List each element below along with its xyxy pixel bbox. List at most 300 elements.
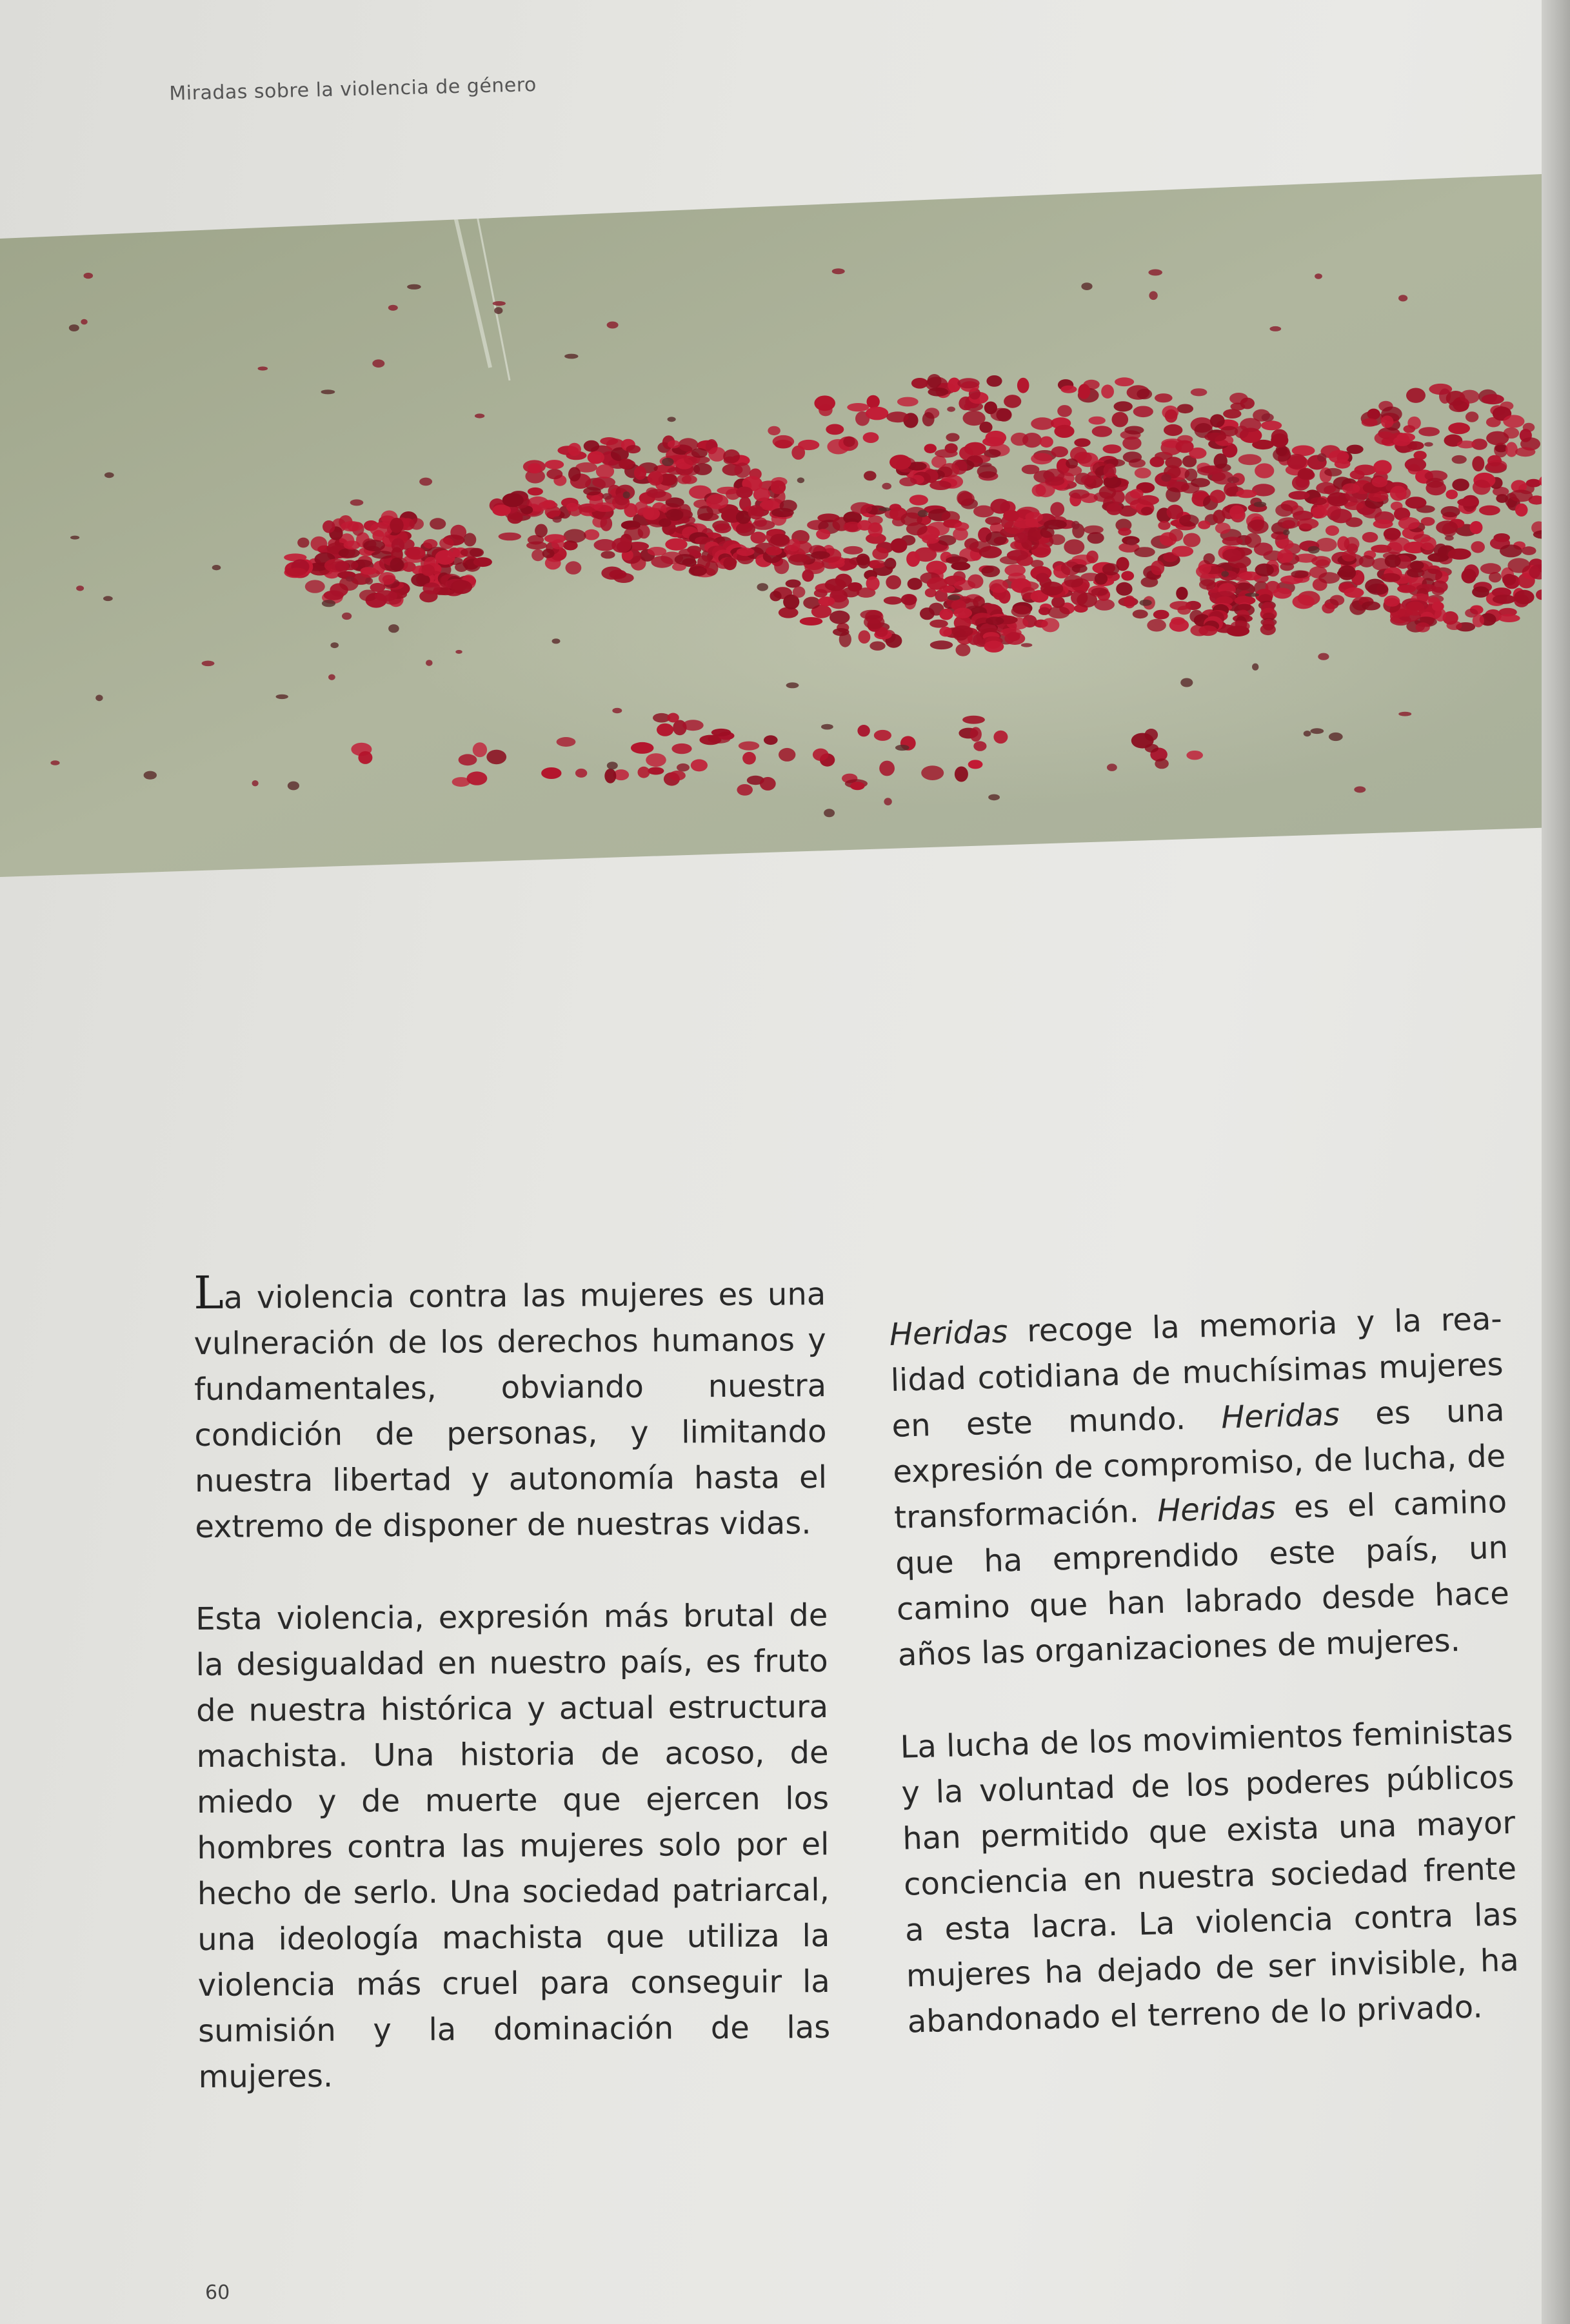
petal xyxy=(814,589,828,598)
petal xyxy=(1385,555,1401,568)
petal xyxy=(1472,456,1484,471)
petal xyxy=(1406,602,1424,616)
petal xyxy=(1350,470,1365,479)
petal xyxy=(1069,489,1089,499)
petal xyxy=(1169,601,1191,610)
petal-scattered xyxy=(1308,546,1320,554)
petal xyxy=(693,463,712,475)
petal xyxy=(1324,468,1342,477)
petal xyxy=(1509,489,1533,502)
petal xyxy=(1367,409,1380,420)
petal xyxy=(750,532,766,544)
petal-scattered xyxy=(276,694,288,699)
petal-scattered xyxy=(553,517,562,523)
petal xyxy=(1041,618,1059,632)
petal-scattered xyxy=(144,771,157,780)
petal-scattered xyxy=(1283,529,1289,535)
petal xyxy=(1293,511,1313,520)
petal xyxy=(535,524,548,538)
petal xyxy=(843,437,855,447)
petal xyxy=(1004,632,1025,645)
title-heridas-3: Heridas xyxy=(1157,1490,1277,1530)
petal xyxy=(542,549,555,558)
petal xyxy=(886,575,901,589)
petal xyxy=(305,580,325,593)
petal xyxy=(1022,465,1040,475)
petal xyxy=(634,466,646,480)
petal xyxy=(1179,515,1199,527)
paragraph-feminist-movement: La lucha de los movimientos feministas y la voluntad de los poderes públicos han permitido que exista una mayor conciencia en nuestra sociedad frente a esta lacra. La violencia contra las mujeres ha dejado de ser invisible, ha abandonado el terreno de lo privado. xyxy=(899,1713,1520,2040)
petal xyxy=(1115,377,1134,386)
petal-scattered xyxy=(1245,593,1259,596)
petal xyxy=(422,582,441,595)
paragraph-heridas xyxy=(889,1296,1511,1679)
petal xyxy=(566,503,579,512)
petal xyxy=(667,713,679,723)
petal xyxy=(1375,431,1396,445)
petal xyxy=(760,777,776,791)
heridas-text-1: recoge la memoria y la realidad cotidiana de muchísimas mujeres en este mundo. xyxy=(890,1301,1504,1444)
petal xyxy=(631,742,654,754)
petal xyxy=(651,556,673,568)
petal xyxy=(1091,587,1108,595)
petal xyxy=(1048,606,1070,618)
petal-scattered xyxy=(1424,442,1433,447)
petal xyxy=(866,576,880,591)
petal xyxy=(1441,506,1460,517)
petal xyxy=(646,753,666,767)
petal-scattered xyxy=(365,578,373,585)
petal xyxy=(1291,570,1308,578)
petal-scattered xyxy=(564,354,578,359)
petal xyxy=(541,767,561,779)
petal xyxy=(1104,464,1117,478)
petal xyxy=(951,562,970,570)
petal-scattered xyxy=(95,694,103,701)
petal xyxy=(1134,547,1155,557)
petal xyxy=(1245,533,1262,548)
petal-scattered xyxy=(202,661,215,667)
petal xyxy=(1310,497,1327,505)
petal-scattered xyxy=(602,493,612,500)
petal-scattered xyxy=(350,499,364,506)
petal xyxy=(1277,539,1294,549)
petal xyxy=(1169,529,1183,542)
petal xyxy=(638,767,650,778)
petal xyxy=(736,487,753,498)
petal-scattered xyxy=(76,586,84,591)
petal-scattered xyxy=(70,536,79,540)
petal xyxy=(826,424,844,435)
petal xyxy=(1166,487,1180,502)
petal xyxy=(1133,609,1148,618)
petal xyxy=(889,455,911,469)
petal xyxy=(1112,412,1129,428)
petal xyxy=(1404,425,1416,433)
petal xyxy=(771,480,786,495)
petal xyxy=(1384,595,1400,606)
petal xyxy=(665,538,687,551)
petal xyxy=(901,594,917,606)
petal xyxy=(1486,460,1507,472)
petal xyxy=(1502,574,1516,586)
petal xyxy=(670,771,686,780)
petal-scattered xyxy=(322,600,335,607)
petal-scattered xyxy=(84,273,94,279)
paragraph-intro-text: a violencia contra las mujeres es una vulneración de los derechos humanos y fundamentales, obviando nuestra condición de personas, y limitando nuestra libertad y autonomía hasta el extremo de disponer de nuestras vidas. xyxy=(194,1276,828,1545)
petal-scattered xyxy=(1071,521,1080,529)
petal xyxy=(596,464,614,478)
petal-scattered xyxy=(552,638,561,644)
petal xyxy=(927,577,948,589)
petal xyxy=(1004,395,1021,408)
petal xyxy=(939,627,951,637)
petal xyxy=(984,641,1004,653)
petal xyxy=(1473,480,1491,495)
petal xyxy=(1222,549,1242,562)
petal-scattered xyxy=(212,565,221,570)
petal xyxy=(770,534,790,546)
petal xyxy=(798,440,819,450)
petal xyxy=(1155,393,1173,402)
petal xyxy=(528,487,543,496)
petal xyxy=(1498,614,1520,622)
petal xyxy=(996,408,1011,422)
petal-scattered xyxy=(1310,728,1324,734)
petal xyxy=(1124,595,1135,608)
petal xyxy=(982,437,1004,447)
petal-scattered xyxy=(1445,535,1454,540)
petal xyxy=(1040,437,1053,448)
title-heridas-1: Heridas xyxy=(889,1314,1009,1353)
petal xyxy=(1427,553,1449,562)
petal xyxy=(1347,445,1364,454)
petal xyxy=(1151,560,1164,575)
petal xyxy=(691,448,708,458)
petal xyxy=(986,375,1002,387)
petal xyxy=(737,784,753,796)
petal xyxy=(962,716,985,724)
petal-scattered xyxy=(1021,643,1033,647)
petal xyxy=(1473,614,1484,627)
petal xyxy=(825,578,846,591)
petal xyxy=(1322,603,1335,614)
petal xyxy=(816,529,830,539)
petal xyxy=(406,547,426,560)
petal xyxy=(323,520,335,533)
petal xyxy=(341,521,363,531)
petal xyxy=(813,749,829,761)
petal xyxy=(1183,533,1200,547)
petal xyxy=(981,566,1000,577)
petal xyxy=(1344,587,1364,598)
text-column-left xyxy=(193,1266,831,2147)
petal xyxy=(473,557,492,567)
petal xyxy=(1137,389,1152,399)
petal xyxy=(1462,569,1476,584)
petal xyxy=(1133,406,1153,418)
petal xyxy=(358,751,372,764)
petal xyxy=(361,567,377,575)
petal xyxy=(568,443,581,456)
petal xyxy=(421,564,435,576)
petal-scattered xyxy=(1398,295,1407,301)
page-number: 60 xyxy=(205,2281,230,2304)
petal xyxy=(993,731,1008,743)
petal-scattered xyxy=(1227,477,1240,483)
petal xyxy=(911,378,928,389)
petal xyxy=(922,412,935,426)
petal xyxy=(675,554,695,565)
petal xyxy=(1078,384,1090,399)
petal xyxy=(1171,617,1185,625)
petal xyxy=(657,724,673,736)
petal xyxy=(473,742,487,757)
petal xyxy=(1255,463,1274,478)
petal xyxy=(1153,610,1169,620)
petal xyxy=(1051,596,1065,608)
petal xyxy=(1050,502,1064,517)
petal xyxy=(708,447,726,462)
petal xyxy=(986,616,1004,625)
petal xyxy=(1220,426,1238,437)
petal xyxy=(1493,595,1516,604)
petal-scattered xyxy=(1081,282,1092,290)
petal xyxy=(1101,384,1114,399)
petal xyxy=(964,442,986,456)
petal-scattered xyxy=(607,322,619,329)
petal xyxy=(1452,478,1469,491)
petal xyxy=(1280,562,1294,571)
petal xyxy=(788,554,811,566)
petal-scattered xyxy=(1149,291,1157,300)
petal xyxy=(1344,537,1360,551)
petal xyxy=(455,562,468,572)
petal xyxy=(1255,564,1274,576)
petal xyxy=(375,590,398,601)
petal xyxy=(899,477,917,486)
petal xyxy=(671,743,691,754)
petal xyxy=(868,522,883,537)
petal xyxy=(768,426,780,435)
petal xyxy=(1384,528,1401,540)
petal xyxy=(1330,509,1352,523)
petal xyxy=(1397,585,1416,593)
petal xyxy=(1275,504,1293,517)
petal xyxy=(1054,425,1074,438)
petal xyxy=(850,782,865,790)
petal xyxy=(575,769,587,778)
petal xyxy=(1061,386,1077,393)
petal xyxy=(372,551,393,559)
petal xyxy=(973,741,986,751)
petal xyxy=(564,529,586,542)
petal xyxy=(884,596,902,605)
petal xyxy=(879,761,895,776)
petal xyxy=(874,730,891,741)
petal xyxy=(848,582,862,592)
petal xyxy=(1514,590,1534,604)
petal xyxy=(1172,546,1193,557)
petal xyxy=(1372,477,1388,487)
petal-scattered xyxy=(884,560,896,567)
petal-scattered xyxy=(918,510,928,517)
petal xyxy=(1338,566,1356,580)
petal xyxy=(819,596,835,606)
petal xyxy=(311,537,328,551)
petal xyxy=(1329,450,1349,463)
petal xyxy=(830,611,850,624)
petal xyxy=(1147,619,1166,632)
petal-scattered xyxy=(786,682,799,688)
petal xyxy=(957,378,979,388)
petal-scattered xyxy=(797,477,804,483)
petal xyxy=(486,750,506,765)
petal-scattered xyxy=(1269,326,1281,331)
petal-scattered xyxy=(1304,731,1311,736)
petal xyxy=(1204,553,1215,564)
petal xyxy=(1031,417,1054,430)
petal xyxy=(1064,539,1084,555)
petal-scattered xyxy=(455,650,462,654)
petal-scattered xyxy=(1107,763,1117,771)
petal xyxy=(1416,622,1430,632)
petal-scattered xyxy=(668,417,676,422)
petal xyxy=(1470,521,1483,534)
petal xyxy=(467,771,488,785)
petal-scattered xyxy=(1254,502,1266,507)
petal xyxy=(1213,509,1225,524)
petal xyxy=(1066,458,1078,469)
petal xyxy=(955,767,968,782)
petal xyxy=(528,463,542,473)
petal xyxy=(1141,507,1153,515)
petal xyxy=(1189,610,1203,623)
petal-scattered xyxy=(882,483,891,489)
petal xyxy=(1130,489,1144,498)
petal xyxy=(1247,520,1269,534)
petal-scattered xyxy=(103,596,113,601)
petal xyxy=(1362,602,1380,611)
petal xyxy=(814,395,835,411)
petal xyxy=(584,440,599,452)
petal xyxy=(706,494,729,509)
petal xyxy=(1342,550,1356,561)
petal xyxy=(545,460,564,469)
petal xyxy=(390,558,404,571)
petal xyxy=(1371,545,1392,553)
petal xyxy=(1215,523,1231,534)
petal xyxy=(1480,563,1501,574)
petal xyxy=(648,767,664,775)
petal xyxy=(1106,503,1122,515)
petal xyxy=(1031,453,1052,464)
petal xyxy=(611,538,631,553)
petal xyxy=(753,487,770,501)
petal xyxy=(668,440,681,449)
petal xyxy=(1526,479,1542,487)
petal xyxy=(583,487,601,495)
petal xyxy=(1176,587,1187,600)
petal xyxy=(1185,469,1198,482)
petal xyxy=(1164,424,1182,436)
petal xyxy=(930,640,953,649)
petal-scattered xyxy=(824,809,835,817)
petal xyxy=(1008,573,1026,583)
petal xyxy=(859,630,871,644)
petal xyxy=(1311,556,1331,566)
petal-scattered xyxy=(1317,453,1326,462)
petal xyxy=(860,610,882,620)
petal-scattered xyxy=(1262,413,1274,422)
petal xyxy=(626,445,641,453)
heridas-text-3: es el camino que ha emprendido este país, un camino que han labrado desde hace años las organizaciones de mujeres. xyxy=(895,1484,1510,1673)
petal xyxy=(1486,431,1509,446)
petal xyxy=(1448,549,1471,560)
petal xyxy=(1449,400,1469,412)
petal xyxy=(953,527,968,540)
petal xyxy=(1149,457,1164,468)
petal xyxy=(833,628,850,636)
petal xyxy=(1197,466,1218,475)
petal xyxy=(1500,544,1522,557)
petal-scattered xyxy=(1221,571,1229,576)
petal xyxy=(1413,451,1426,460)
petal-scattered xyxy=(947,407,955,412)
petal-scattered xyxy=(884,798,891,805)
petal xyxy=(324,591,344,600)
petal xyxy=(714,524,731,533)
petal xyxy=(588,451,604,464)
petal xyxy=(370,522,392,537)
petal xyxy=(1102,563,1120,575)
petal xyxy=(1238,454,1262,465)
petal xyxy=(937,535,956,546)
petal xyxy=(921,765,944,780)
petal xyxy=(1393,437,1411,446)
petal xyxy=(648,547,666,556)
petal xyxy=(1044,520,1067,529)
petal-scattered xyxy=(1354,786,1366,793)
petal xyxy=(793,586,806,598)
petal xyxy=(1381,415,1394,428)
petal xyxy=(1436,520,1458,534)
red-petals-on-water-icon xyxy=(0,174,1542,877)
petal xyxy=(1177,404,1193,414)
drop-cap: L xyxy=(193,1266,224,1319)
petal xyxy=(1131,733,1154,749)
petal xyxy=(779,748,795,762)
petal xyxy=(1191,388,1207,396)
petal xyxy=(1123,451,1142,462)
petal xyxy=(359,590,377,602)
petal xyxy=(464,533,477,546)
petal xyxy=(1210,489,1226,503)
petal xyxy=(1040,582,1063,596)
petal xyxy=(1410,560,1424,570)
petal xyxy=(1260,624,1276,636)
petal xyxy=(1103,444,1122,453)
petal xyxy=(648,471,663,486)
petal xyxy=(344,540,361,549)
petal xyxy=(1231,402,1246,410)
petal xyxy=(1367,584,1388,595)
petal xyxy=(886,411,909,422)
petal xyxy=(1088,532,1104,544)
petal xyxy=(1103,476,1121,488)
petal-scattered xyxy=(832,268,845,274)
petal-scattered xyxy=(1127,539,1137,546)
